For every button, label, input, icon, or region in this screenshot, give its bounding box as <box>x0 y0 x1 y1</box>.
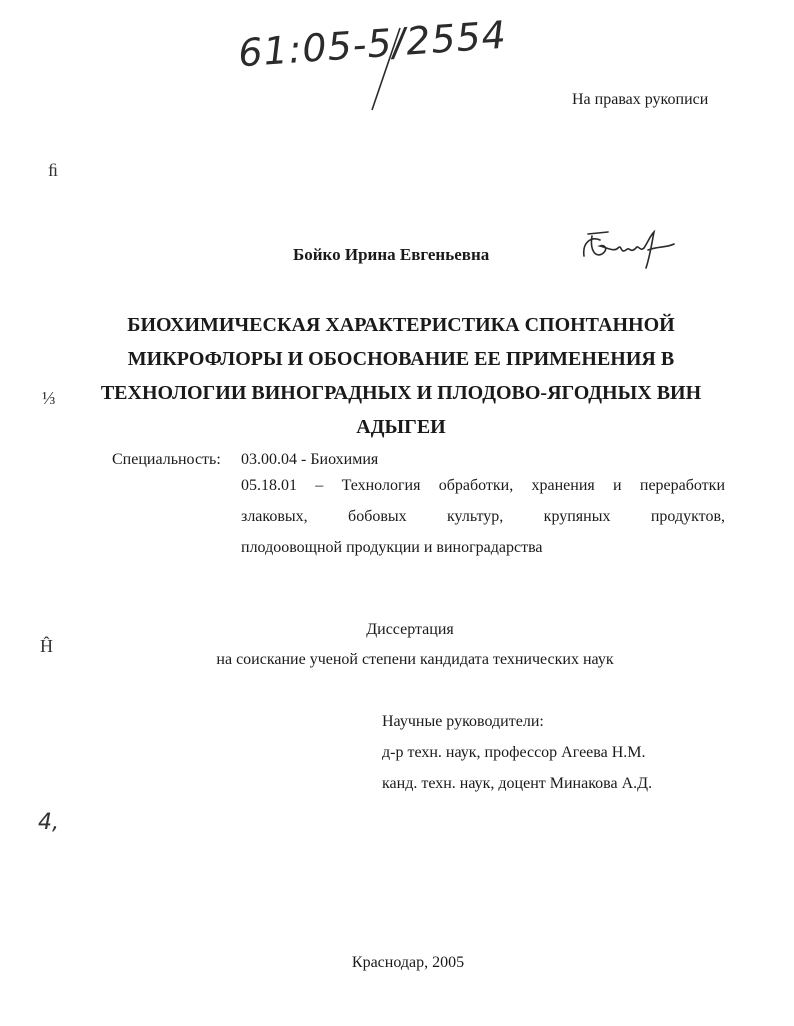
specialty-line: плодоовощной продукции и виноградарства <box>241 539 543 556</box>
supervisor-item: канд. техн. наук, доцент Минакова А.Д. <box>382 775 653 792</box>
title-line: МИКРОФЛОРЫ И ОБОСНОВАНИЕ ЕЕ ПРИМЕНЕНИЯ В <box>127 348 675 370</box>
margin-mark: 4, <box>38 810 59 835</box>
title-line: БИОХИМИЧЕСКАЯ ХАРАКТЕРИСТИКА СПОНТАННОЙ <box>127 314 675 336</box>
specialty-line: 05.18.01 – Технология обработки, хранения и переработки <box>241 477 725 494</box>
margin-mark: ⅓ <box>42 388 56 408</box>
margin-mark: ﬁ <box>48 160 59 180</box>
specialty-line: злаковых, бобовых культур, крупяных продуктов, <box>241 508 725 525</box>
rights-note: На правах рукописи <box>572 91 709 108</box>
title-line: ТЕХНОЛОГИИ ВИНОГРАДНЫХ И ПЛОДОВО-ЯГОДНЫХ ВИН <box>100 382 702 404</box>
title-line: АДЫГЕИ <box>356 416 446 438</box>
supervisor-item: д-р техн. наук, профессор Агеева Н.М. <box>382 744 646 761</box>
author-name: Бойко Ирина Евгеньевна <box>293 245 490 264</box>
dissertation-title <box>95 308 707 444</box>
specialty-second <box>241 470 725 563</box>
specialty-label: Специальность: <box>112 451 221 468</box>
supervisors-label: Научные руководители: <box>382 713 544 730</box>
signature-icon <box>578 226 678 272</box>
specialty-first: 03.00.04 - Биохимия <box>241 451 379 468</box>
dissertation-type: Диссертация <box>366 621 454 638</box>
margin-mark: Ĥ <box>40 636 53 656</box>
archive-stamp: 61:05-5/2554 <box>236 12 509 76</box>
city-year: Краснодар, 2005 <box>351 954 465 971</box>
dissertation-degree: на соискание ученой степени кандидата технических наук <box>216 651 614 668</box>
